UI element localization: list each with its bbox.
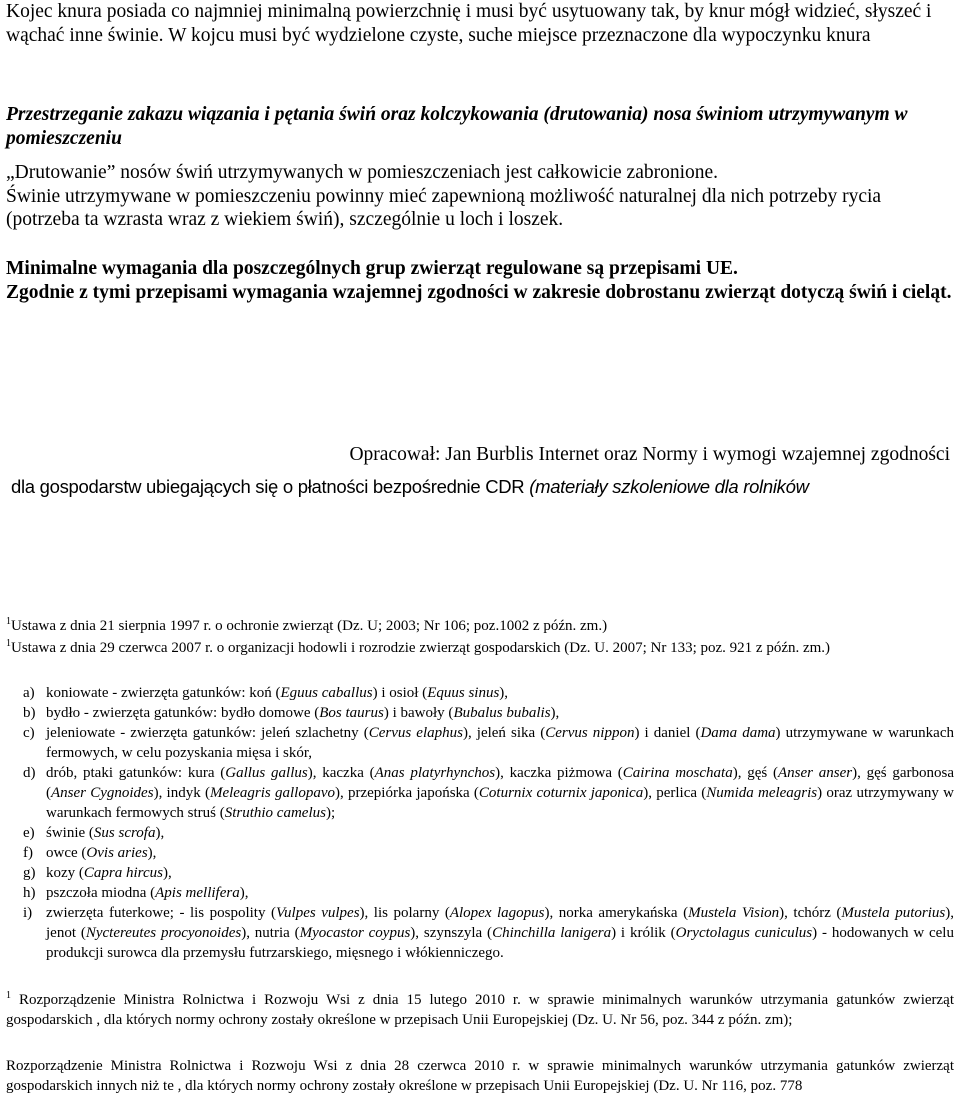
- list-text: pszczoła miodna (Apis mellifera),: [46, 885, 249, 901]
- attribution-italic: (materiały szkoleniowe dla rolników: [529, 476, 809, 497]
- species-latin-name: Cervus nippon: [545, 725, 635, 741]
- animal-species-list: [6, 683, 954, 963]
- footnote: [6, 617, 954, 636]
- list-marker: h): [23, 885, 36, 901]
- list-text: bydło - zwierzęta gatunków: bydło domowe (Bos taurus) i bawoły (Bubalus bubalis),: [46, 705, 560, 721]
- attribution-normal: dla gospodarstw ubiegających się o płatności bezpośrednie CDR: [11, 476, 530, 497]
- footnote-mark: 1: [6, 638, 11, 649]
- species-latin-name: Bos taurus: [319, 705, 384, 721]
- list-item: [6, 703, 954, 723]
- species-latin-name: Capra hircus: [83, 865, 163, 881]
- species-latin-name: Mustela putorius: [841, 905, 946, 921]
- footnote: Rozporządzenie Ministra Rolnictwa i Rozwoju Wsi z dnia 28 czerwca 2010 r. w sprawie minimalnych warunków utrzymania gatunków zwierząt gospodarskich innych niż te , dla których normy ochrony zostały określone w przepisach Unii Europejskiej (Dz. U. Nr 116, poz. 778: [6, 1058, 954, 1094]
- species-latin-name: Alopex lagopus: [449, 905, 545, 921]
- paragraph-line: Zgodnie z tymi przepisami wymagania wzajemnej zgodności w zakresie dobrostanu zwierząt dotyczą świń i cieląt.: [6, 281, 952, 303]
- species-latin-name: Vulpes vulpes: [276, 905, 360, 921]
- list-marker: d): [23, 765, 36, 781]
- paragraph-line: Świnie utrzymywane w pomieszczeniu powinny mieć zapewnioną możliwość naturalnej dla nich potrzeby rycia (potrzeba ta wzrasta wraz z wiekiem świń), szczególnie u loch i loszek.: [6, 185, 882, 230]
- species-latin-name: Myocastor coypus: [299, 925, 411, 941]
- list-item: [6, 823, 954, 843]
- list-item: [6, 903, 954, 963]
- species-latin-name: Numida meleagris: [706, 785, 818, 801]
- list-item: [6, 683, 954, 703]
- footnote-text: Rozporządzenie Ministra Rolnictwa i Rozwoju Wsi z dnia 15 lutego 2010 r. w sprawie minimalnych warunków utrzymania gatunków zwierząt gospodarskich , dla których normy ochrony zostały określone w przepisach Unii Europejskiej (Dz. U. Nr 56, poz. 344 z późn. zm);: [6, 992, 954, 1028]
- species-latin-name: Apis mellifera: [155, 885, 240, 901]
- species-latin-name: Anas platyrhynchos: [374, 765, 496, 781]
- footnote-mark: 1: [6, 990, 11, 1001]
- list-item: [6, 763, 954, 823]
- attribution: [6, 439, 954, 503]
- list-text: koniowate - zwierzęta gatunków: koń (Eguus caballus) i osioł (Equus sinus),: [46, 685, 509, 701]
- list-item: [6, 863, 954, 883]
- list-marker: f): [23, 845, 33, 861]
- species-latin-name: Anser Cygnoides: [51, 785, 154, 801]
- footnote: [6, 990, 954, 1030]
- species-latin-name: Dama dama: [700, 725, 776, 741]
- list-marker: a): [23, 685, 35, 701]
- list-marker: i): [23, 905, 33, 921]
- list-text: zwierzęta futerkowe; - lis pospolity (Vulpes vulpes), lis polarny (Alopex lagopus), norka amerykańska (Mustela Vision), tchórz (Mustela putorius), jenot (Nyctereutes procyonoides), nutria (Myocastor coypus), szynszyla (Chinchilla lanigera) i królik (Oryctolagus cuniculus) - hodowanych w celu produkcji surowca dla przemysłu futrzarskiego, mięsnego i włókienniczego.: [46, 905, 954, 961]
- list-marker: c): [23, 725, 35, 741]
- paragraph-boar-pen: Kojec knura posiada co najmniej minimalną powierzchnię i musi być usytuowany tak, by knur mógł widzieć, słyszeć i wąchać inne świnie. W kojcu musi być wydzielone czyste, suche miejsce przeznaczone dla wypoczynku knura: [6, 1, 932, 46]
- attribution-line: [6, 471, 954, 503]
- list-text: drób, ptaki gatunków: kura (Gallus gallus), kaczka (Anas platyrhynchos), kaczka piżmowa (Cairina moschata), gęś (Anser anser), gęś garbonosa (Anser Cygnoides), indyk (Meleagris gallopavo), przepiórka japońska (Coturnix coturnix japonica), perlica (Numida meleagris) oraz utrzymywany w warunkach fermowych struś (Struthio camelus);: [46, 765, 954, 821]
- species-latin-name: Coturnix coturnix japonica: [478, 785, 644, 801]
- section-heading: Przestrzeganie zakazu wiązania i pętania świń oraz kolczykowania (drutowania) nosa świniom utrzymywanym w pomieszczeniu: [6, 104, 908, 149]
- list-marker: e): [23, 825, 35, 841]
- list-text: owce (Ovis aries),: [46, 845, 157, 861]
- species-latin-name: Equus sinus: [427, 685, 500, 701]
- species-latin-name: Struthio camelus: [224, 805, 326, 821]
- species-latin-name: Cervus elaphus: [368, 725, 463, 741]
- footnote-mark: 1: [6, 616, 11, 627]
- attribution-line: Opracował: Jan Burblis Internet oraz Normy i wymogi wzajemnej zgodności: [349, 444, 950, 465]
- species-latin-name: Oryctolagus cuniculus: [675, 925, 813, 941]
- paragraph-line: „Drutowanie” nosów świń utrzymywanych w pomieszczeniach jest całkowicie zabronione.: [6, 162, 719, 183]
- list-item: [6, 883, 954, 903]
- footnote-text: Ustawa z dnia 21 sierpnia 1997 r. o ochronie zwierząt (Dz. U; 2003; Nr 106; poz.1002 z późn. zm.): [11, 618, 608, 634]
- list-text: jeleniowate - zwierzęta gatunków: jeleń szlachetny (Cervus elaphus), jeleń sika (Cervus nippon) i daniel (Dama dama) utrzymywane w warunkach fermowych, w celu pozyskania mięsa i skór,: [46, 725, 954, 761]
- footnote: [6, 639, 954, 658]
- species-latin-name: Ovis aries: [86, 845, 148, 861]
- species-latin-name: Bubalus bubalis: [453, 705, 551, 721]
- species-latin-name: Eguus caballus: [280, 685, 373, 701]
- list-item: [6, 843, 954, 863]
- paragraph-nose-wiring: [6, 161, 954, 232]
- list-text: świnie (Sus scrofa),: [46, 825, 165, 841]
- species-latin-name: Sus scrofa: [93, 825, 156, 841]
- paragraph-eu-requirements: [6, 257, 954, 304]
- list-item: [6, 723, 954, 763]
- list-marker: g): [23, 865, 36, 881]
- species-latin-name: Nyctereutes procyonoides: [85, 925, 242, 941]
- species-latin-name: Mustela Vision: [688, 905, 780, 921]
- list-text: kozy (Capra hircus),: [46, 865, 172, 881]
- paragraph-line: Minimalne wymagania dla poszczególnych grup zwierząt regulowane są przepisami UE.: [6, 258, 738, 279]
- species-latin-name: Meleagris gallopavo: [209, 785, 336, 801]
- species-latin-name: Gallus gallus: [225, 765, 308, 781]
- species-latin-name: Chinchilla lanigera: [492, 925, 612, 941]
- species-latin-name: Anser anser: [777, 765, 853, 781]
- list-marker: b): [23, 705, 36, 721]
- footnote-text: Ustawa z dnia 29 czerwca 2007 r. o organizacji hodowli i rozrodzie zwierząt gospodarskich (Dz. U. 2007; Nr 133; poz. 921 z późn. zm.): [11, 640, 831, 656]
- species-latin-name: Cairina moschata: [622, 765, 733, 781]
